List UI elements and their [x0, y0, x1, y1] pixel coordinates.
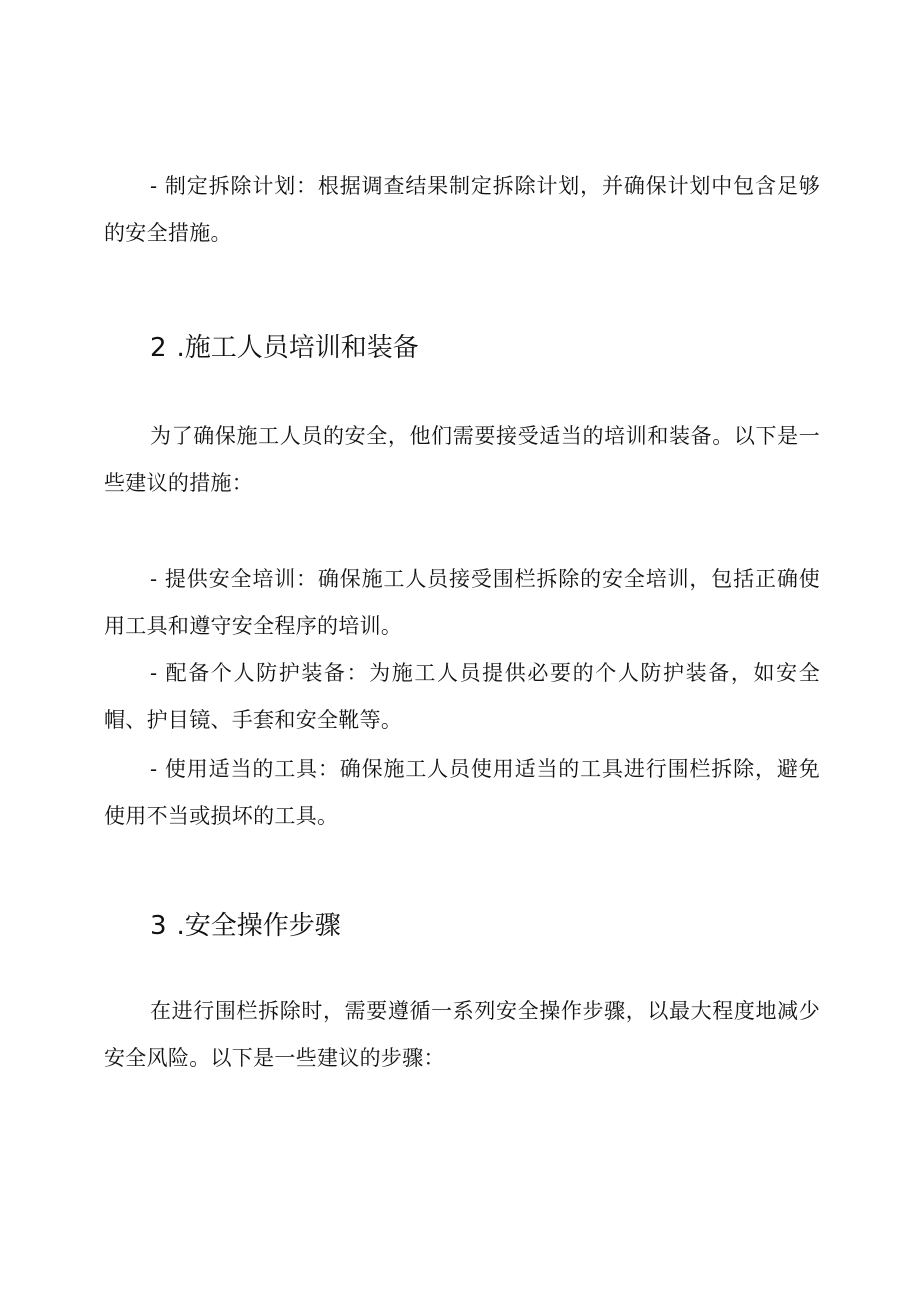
- section-heading: [150, 330, 419, 366]
- list-item: - 使用适当的工具：确保施工人员使用适当的工具进行围栏拆除，避免使用不当或损坏的工具。: [104, 757, 820, 828]
- section-title: .安全操作步骤: [176, 911, 341, 941]
- section-number: 3: [150, 911, 167, 941]
- list-item: - 制定拆除计划：根据调查结果制定拆除计划，并确保计划中包含足够的安全措施。: [104, 174, 820, 245]
- list-item: - 提供安全培训：确保施工人员接受围栏拆除的安全培训，包括正确使用工具和遵守安全程序的培训。: [104, 567, 820, 638]
- section-intro: 为了确保施工人员的安全，他们需要接受适当的培训和装备。以下是一些建议的措施：: [104, 424, 820, 495]
- section-title: .施工人员培训和装备: [176, 333, 419, 363]
- section-number: 2: [150, 333, 167, 363]
- section-intro: 在进行围栏拆除时，需要遵循一系列安全操作步骤，以最大程度地减少安全风险。以下是一些建议的步骤：: [104, 999, 820, 1070]
- list-item: - 配备个人防护装备：为施工人员提供必要的个人防护装备，如安全帽、护目镜、手套和安全靴等。: [104, 661, 820, 732]
- section-heading: [150, 908, 341, 944]
